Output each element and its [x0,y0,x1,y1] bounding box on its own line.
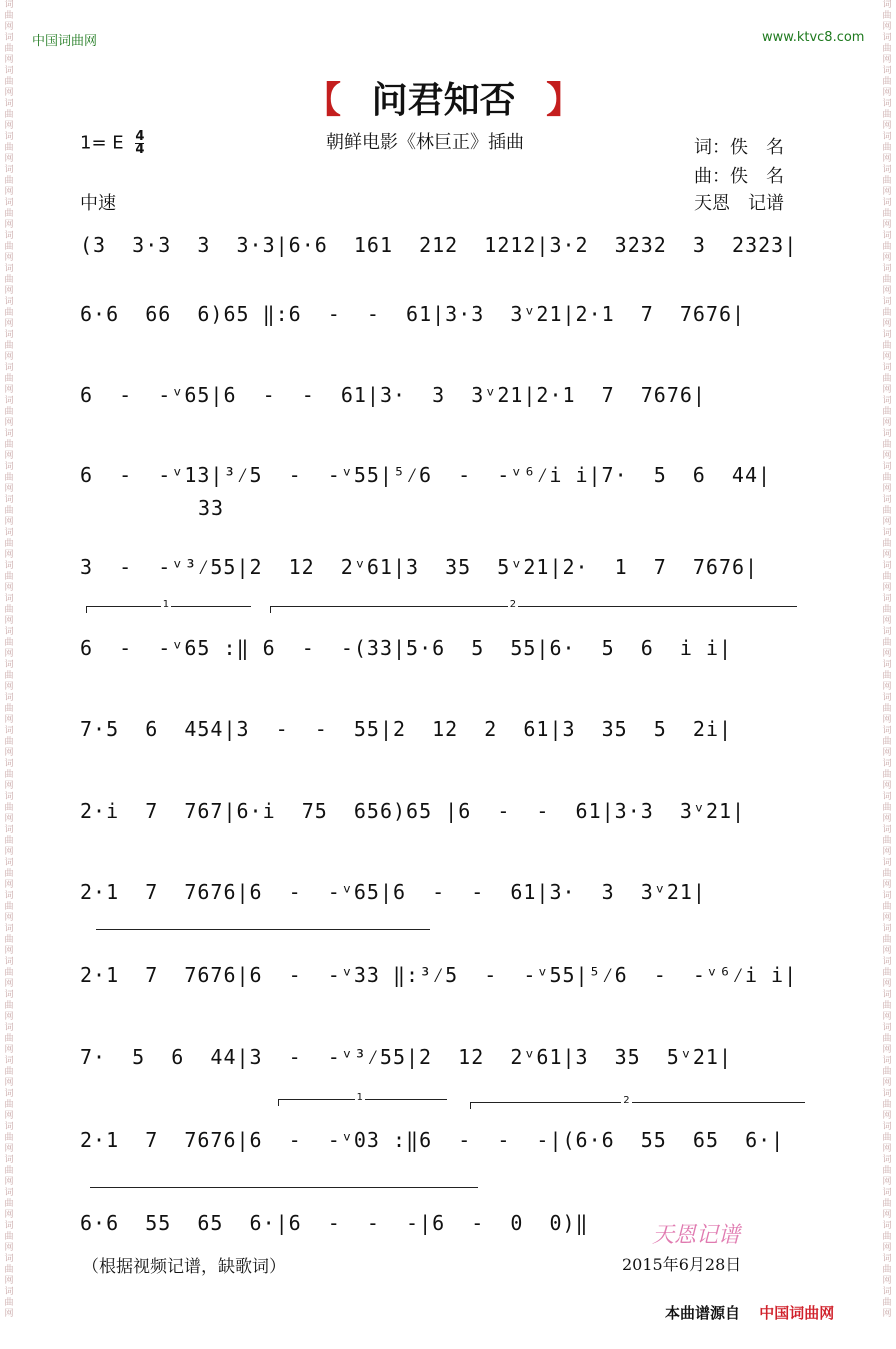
time-numerator: 4 [135,129,145,144]
score-line-8: 2·i 7 767|6·i 75 656)65 |6 - - 61|3·3 3ᵛ21| [80,799,746,823]
score-line-2: 6·6 66 6)65 ‖:6 - - 61|3·3 3ᵛ21|2·1 7 7676| [80,302,746,326]
score-line-11: 7· 5 6 44|3 - -ᵛ³⁄55|2 12 2ᵛ61|3 35 5ᵛ21| [80,1045,733,1069]
right-watermark-strip: 词曲网词曲网词曲网词曲网词曲网词曲网词曲网词曲网词曲网词曲网词曲网词曲网词曲网词曲网词曲网词曲网词曲网词曲网词曲网词曲网词曲网词曲网词曲网词曲网词曲网词曲网词曲网词曲网词曲网词曲网词曲网词曲网词曲网词曲网词曲网词曲网词曲网词曲网词曲网词曲网 [882,0,892,1319]
score-line-1: (3 3·3 3 3·3|6·6 161 212 1212|3·2 3232 3 2323| [80,233,798,257]
score-line-3: 6 - -ᵛ65|6 - - 61|3· 3 3ᵛ21|2·1 7 7676| [80,383,706,407]
time-denominator: 4 [135,142,145,157]
second-ending-bracket-2 [470,1095,805,1109]
transcriber: 天恩 记谱 [694,193,784,214]
key-signature [80,131,144,156]
song-title [305,72,582,123]
tempo-marking: 中速 [80,193,116,214]
second-ending-label-2: 2 [623,1095,630,1106]
title-text: 问君知否 [371,80,516,121]
score-line-4: 6 - -ᵛ13|³⁄5 - -ᵛ55|⁵⁄6 - -ᵛ⁶⁄i i|7· 5 6 44| [80,463,772,487]
subtitle: 朝鲜电影《林巨正》插曲 [326,132,524,153]
left-watermark-strip: 词曲网词曲网词曲网词曲网词曲网词曲网词曲网词曲网词曲网词曲网词曲网词曲网词曲网词曲网词曲网词曲网词曲网词曲网词曲网词曲网词曲网词曲网词曲网词曲网词曲网词曲网词曲网词曲网词曲网词曲网词曲网词曲网词曲网词曲网词曲网词曲网词曲网词曲网词曲网词曲网 [4,0,14,1319]
score-line-9: 2·1 7 7676|6 - -ᵛ65|6 - - 61|3· 3 3ᵛ21| [80,880,706,904]
score-line-7: 7·5 6 454|3 - - 55|2 12 2 61|3 35 5 2i| [80,717,733,741]
first-ending-bracket-2 [278,1092,447,1106]
transcription-date: 2015年6月28日 [622,1255,742,1274]
time-signature [135,131,144,156]
score-line-10: 2·1 7 7676|6 - -ᵛ33 ‖:³⁄5 - -ᵛ55|⁵⁄6 - -ᵛ⁶⁄i i| [80,963,798,987]
footnote: （根据视频记谱，缺歌词） [82,1257,286,1277]
title-bracket-close: 】 [546,80,583,121]
title-bracket-open: 【 [305,80,342,121]
phrase-line-2 [90,1187,478,1188]
score-line-13: 6·6 55 65 6·|6 - - -|6 - 0 0)‖ [80,1211,589,1235]
score-line-5: 3 - -ᵛ³⁄55|2 12 2ᵛ61|3 35 5ᵛ21|2· 1 7 7676| [80,555,759,579]
phrase-line [96,929,430,930]
source-site-link[interactable]: 中国词曲网 [759,1304,835,1322]
score-line-12: 2·1 7 7676|6 - -ᵛ03 :‖6 - - -|(6·6 55 65 6·| [80,1128,785,1152]
lyricist: 词：佚 名 [694,137,784,158]
transcriber-stamp: 天恩记谱 [652,1223,741,1248]
site-name-left[interactable]: 中国词曲网 [32,34,98,49]
first-ending-label: 1 [162,599,170,610]
second-ending-label: 2 [509,599,517,610]
source-prefix: 本曲谱源自 [665,1304,741,1322]
score-line-4-lower: 33 [198,496,225,520]
source-credit [665,1302,834,1323]
key-text: 1= E [80,132,124,154]
second-ending-bracket [270,599,797,613]
score-line-6: 6 - -ᵛ65 :‖ 6 - -(33|5·6 5 55|6· 5 6 i i| [80,636,733,660]
site-url-right[interactable]: www.ktvc8.com [762,30,865,45]
composer: 曲：佚 名 [694,166,784,187]
first-ending-bracket [86,599,251,613]
first-ending-label-2: 1 [356,1092,363,1103]
